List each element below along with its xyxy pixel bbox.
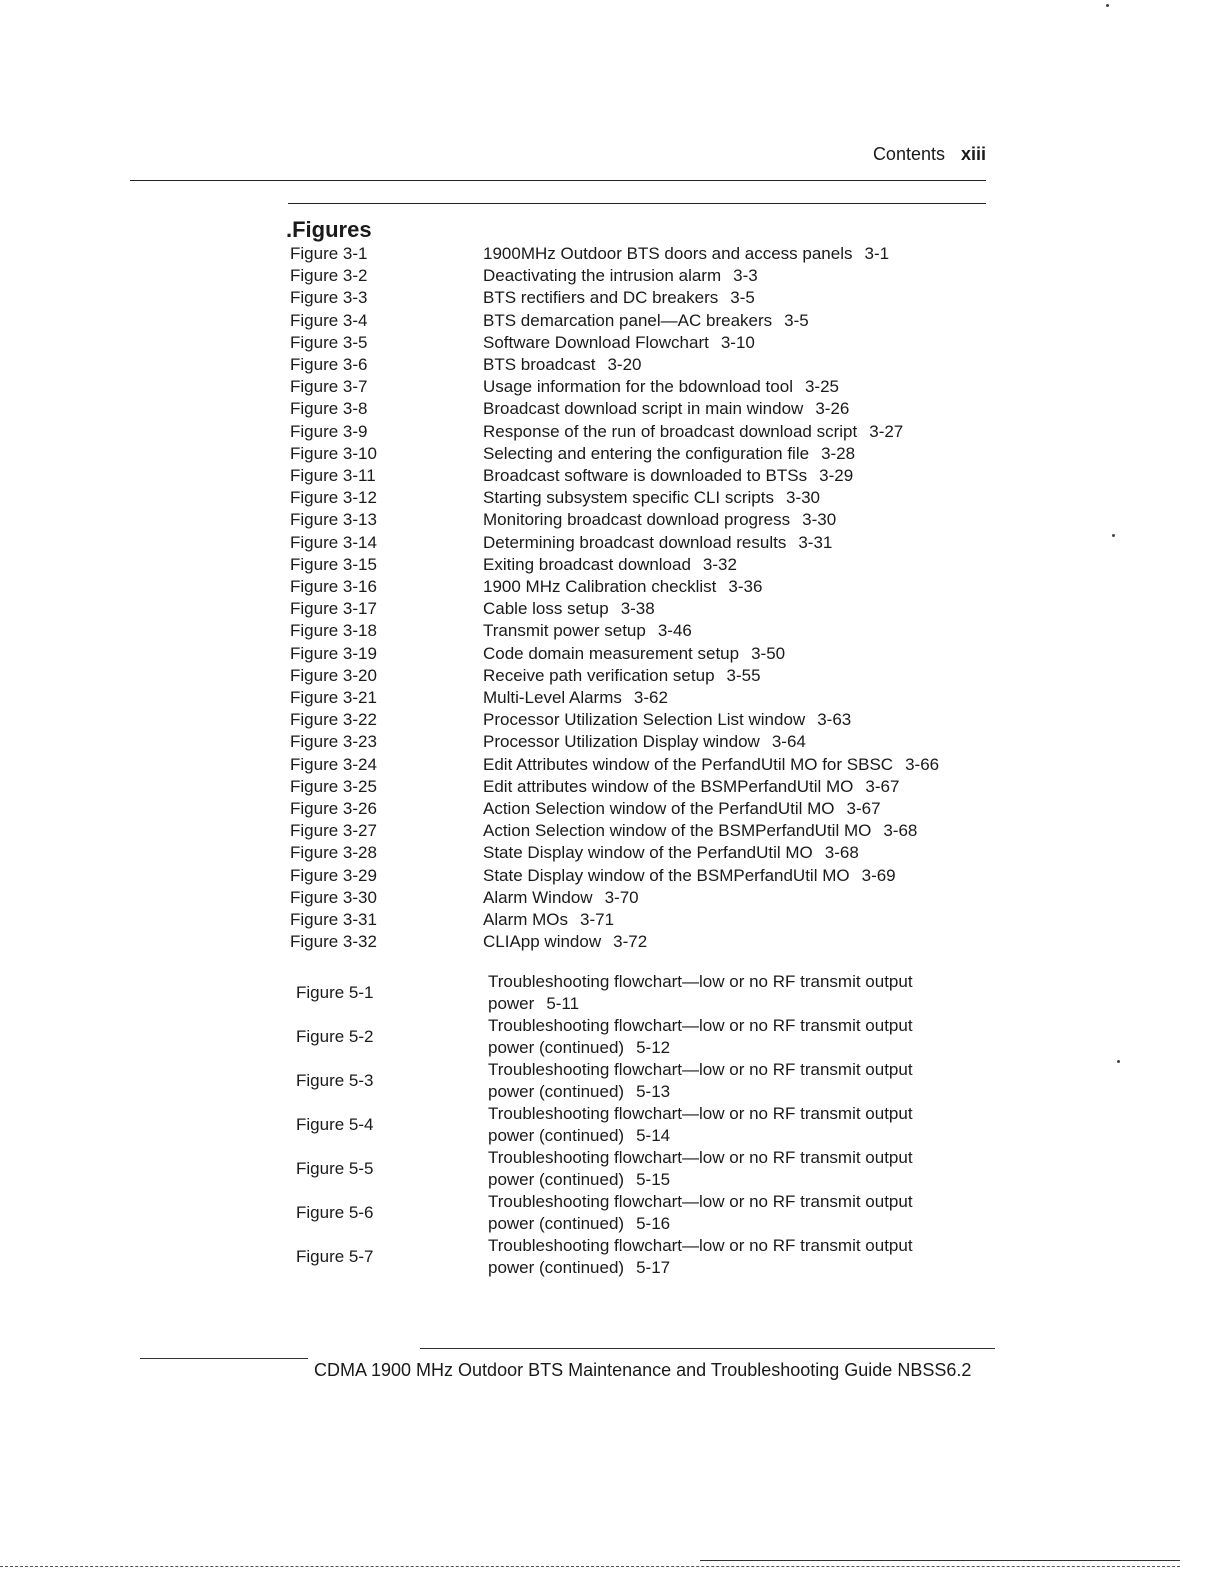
figure-caption-line2-wrap bbox=[488, 1213, 976, 1235]
figure-caption: Edit Attributes window of the PerfandUtil MO for SBSC bbox=[483, 754, 894, 774]
figure-caption-line2: power (continued) bbox=[488, 1170, 625, 1189]
figure-caption-cell bbox=[483, 820, 1000, 842]
figure-page: 3-28 bbox=[821, 443, 856, 463]
figure-caption-line1: Troubleshooting flowchart—low or no RF transmit output bbox=[488, 1104, 913, 1123]
figure-caption-cell bbox=[483, 354, 1000, 376]
figure-caption-cell bbox=[488, 1147, 976, 1191]
figure-page: 3-69 bbox=[861, 865, 896, 885]
figure-number: Figure 3-13 bbox=[290, 510, 377, 530]
figure-entry bbox=[290, 354, 1000, 376]
figure-caption-cell bbox=[483, 709, 1000, 731]
figure-number: Figure 3-27 bbox=[290, 821, 377, 841]
figure-page: 3-55 bbox=[726, 665, 761, 685]
figure-page: 3-26 bbox=[815, 399, 850, 419]
figure-entry bbox=[290, 643, 1000, 665]
figure-entry bbox=[290, 731, 1000, 753]
figure-caption-line2-wrap bbox=[488, 993, 976, 1015]
figure-number: Figure 3-15 bbox=[290, 554, 377, 574]
figure-number: Figure 3-24 bbox=[290, 754, 377, 774]
figure-entry bbox=[290, 554, 1000, 576]
figure-entry bbox=[290, 842, 1000, 864]
figure-page: 3-20 bbox=[607, 355, 642, 375]
figure-caption-line2: power (continued) bbox=[488, 1258, 625, 1277]
running-head bbox=[700, 144, 986, 165]
figure-entry bbox=[296, 971, 976, 1015]
figure-caption: Starting subsystem specific CLI scripts bbox=[483, 488, 774, 508]
figure-caption-cell bbox=[483, 887, 1000, 909]
figure-entry bbox=[296, 1103, 976, 1147]
scan-speck bbox=[1117, 1060, 1120, 1063]
figure-page: 3-10 bbox=[720, 332, 755, 352]
figure-page: 5-15 bbox=[636, 1170, 671, 1189]
figure-entry bbox=[296, 1147, 976, 1191]
figure-caption-cell bbox=[483, 776, 1000, 798]
figure-caption-cell bbox=[483, 842, 1000, 864]
figure-caption-line1: Troubleshooting flowchart—low or no RF transmit output bbox=[488, 1192, 913, 1211]
figure-page: 3-30 bbox=[802, 510, 837, 530]
figure-caption: Multi-Level Alarms bbox=[483, 688, 622, 708]
figure-entry bbox=[290, 243, 1000, 265]
figure-entry bbox=[290, 865, 1000, 887]
figure-caption: Broadcast download script in main window bbox=[483, 399, 804, 419]
figure-number: Figure 3-5 bbox=[290, 332, 368, 352]
figure-caption-cell bbox=[483, 909, 1000, 931]
figure-caption-cell bbox=[483, 443, 1000, 465]
figure-caption-line2-wrap bbox=[488, 1257, 976, 1279]
figure-caption: Alarm Window bbox=[483, 887, 593, 907]
figure-number: Figure 5-5 bbox=[296, 1159, 374, 1178]
figure-caption: Usage information for the bdownload tool bbox=[483, 377, 793, 397]
figure-page: 3-31 bbox=[798, 532, 833, 552]
figure-caption: BTS rectifiers and DC breakers bbox=[483, 288, 719, 308]
figure-caption: Alarm MOs bbox=[483, 910, 568, 930]
figure-page: 3-38 bbox=[620, 599, 655, 619]
figure-caption-line2-wrap bbox=[488, 1125, 976, 1147]
figure-number: Figure 3-29 bbox=[290, 865, 377, 885]
figure-caption: Cable loss setup bbox=[483, 599, 609, 619]
figure-caption: BTS demarcation panel—AC breakers bbox=[483, 310, 773, 330]
figure-number: Figure 3-3 bbox=[290, 288, 368, 308]
figure-number: Figure 3-2 bbox=[290, 266, 368, 286]
figure-caption-cell bbox=[483, 931, 1000, 953]
figure-page: 3-5 bbox=[784, 310, 809, 330]
figure-caption: Exiting broadcast download bbox=[483, 554, 691, 574]
figure-caption: Software Download Flowchart bbox=[483, 332, 709, 352]
figure-page: 3-63 bbox=[817, 710, 852, 730]
figure-caption-cell bbox=[488, 1059, 976, 1103]
figure-caption-cell bbox=[483, 576, 1000, 598]
figure-number: Figure 3-28 bbox=[290, 843, 377, 863]
figure-caption-cell bbox=[483, 754, 1000, 776]
footer-title: CDMA 1900 MHz Outdoor BTS Maintenance and Troubleshooting Guide NBSS6.2 bbox=[314, 1360, 972, 1380]
figure-number: Figure 3-25 bbox=[290, 776, 377, 796]
figure-entry bbox=[290, 310, 1000, 332]
figure-entry bbox=[290, 332, 1000, 354]
figure-page: 3-62 bbox=[633, 688, 668, 708]
figure-number: Figure 5-4 bbox=[296, 1115, 374, 1134]
figure-caption: Edit attributes window of the BSMPerfandUtil MO bbox=[483, 776, 854, 796]
figure-page: 3-70 bbox=[604, 887, 639, 907]
figure-entry bbox=[296, 1191, 976, 1235]
figure-number: Figure 3-7 bbox=[290, 377, 368, 397]
figure-entry bbox=[296, 1015, 976, 1059]
figure-entry bbox=[290, 576, 1000, 598]
scan-edge-line-solid bbox=[700, 1560, 1180, 1561]
figure-caption-line2: power (continued) bbox=[488, 1038, 625, 1057]
figure-page: 5-16 bbox=[636, 1214, 671, 1233]
figure-page: 5-12 bbox=[636, 1038, 671, 1057]
figure-caption-cell bbox=[488, 971, 976, 1015]
figure-page: 3-30 bbox=[785, 488, 821, 508]
figure-caption-cell bbox=[483, 332, 1000, 354]
figure-page: 5-17 bbox=[636, 1258, 671, 1277]
figure-entry bbox=[290, 820, 1000, 842]
figure-page: 3-67 bbox=[865, 776, 900, 796]
header-rule bbox=[130, 180, 986, 181]
figure-caption-line1: Troubleshooting flowchart—low or no RF transmit output bbox=[488, 1016, 913, 1035]
figure-caption: Broadcast software is downloaded to BTSs bbox=[483, 466, 808, 486]
figure-caption: Determining broadcast download results bbox=[483, 532, 787, 552]
figure-number: Figure 5-2 bbox=[296, 1027, 374, 1046]
figure-caption-cell bbox=[483, 487, 1000, 509]
figure-caption-cell bbox=[483, 243, 1000, 265]
figure-entry bbox=[290, 887, 1000, 909]
figure-caption: Deactivating the intrusion alarm bbox=[483, 266, 722, 286]
figure-caption-cell bbox=[483, 798, 1000, 820]
section-title: .Figures bbox=[286, 217, 372, 242]
figure-entry bbox=[290, 376, 1000, 398]
figure-page: 3-68 bbox=[824, 843, 859, 863]
figure-caption: Action Selection window of the BSMPerfandUtil MO bbox=[483, 821, 872, 841]
figure-number: Figure 3-23 bbox=[290, 732, 377, 752]
figure-caption: CLIApp window bbox=[483, 932, 602, 952]
figure-caption-line2: power (continued) bbox=[488, 1126, 625, 1145]
figure-page: 3-32 bbox=[702, 554, 737, 574]
figure-number: Figure 5-6 bbox=[296, 1203, 374, 1222]
figure-page: 3-29 bbox=[819, 466, 854, 486]
figure-page: 3-5 bbox=[730, 288, 755, 308]
figure-caption: Response of the run of broadcast download script bbox=[483, 421, 858, 441]
figure-caption-cell bbox=[488, 1191, 976, 1235]
figure-caption-cell bbox=[483, 376, 1000, 398]
figure-number: Figure 3-6 bbox=[290, 355, 368, 375]
figure-caption: State Display window of the PerfandUtil MO bbox=[483, 843, 813, 863]
figure-caption-cell bbox=[483, 509, 1000, 531]
scan-speck bbox=[1112, 534, 1115, 537]
figure-caption-line1: Troubleshooting flowchart—low or no RF transmit output bbox=[488, 1060, 913, 1079]
figure-entry bbox=[290, 465, 1000, 487]
figure-entry bbox=[296, 1059, 976, 1103]
figure-caption-cell bbox=[483, 598, 1000, 620]
figure-list-chapter-3 bbox=[290, 243, 1000, 954]
figure-page: 3-1 bbox=[864, 244, 890, 263]
figure-number: Figure 3-31 bbox=[290, 910, 377, 930]
figure-caption-cell bbox=[483, 287, 1000, 309]
figure-entry bbox=[290, 509, 1000, 531]
scan-speck bbox=[1106, 4, 1109, 7]
figure-entry bbox=[290, 532, 1000, 554]
figure-caption: 1900MHz Outdoor BTS doors and access panels bbox=[483, 244, 853, 263]
figure-caption: State Display window of the BSMPerfandUtil MO bbox=[483, 865, 850, 885]
figure-number: Figure 3-9 bbox=[290, 421, 368, 441]
figure-caption: Processor Utilization Selection List window bbox=[483, 710, 806, 730]
figure-entry bbox=[290, 398, 1000, 420]
figure-entry bbox=[290, 798, 1000, 820]
figure-caption-cell bbox=[483, 643, 1000, 665]
figure-number: Figure 3-22 bbox=[290, 710, 377, 730]
figure-caption-cell bbox=[483, 554, 1000, 576]
section-rule bbox=[288, 203, 986, 204]
figure-entry bbox=[290, 665, 1000, 687]
figure-number: Figure 3-30 bbox=[290, 887, 377, 907]
figure-page: 3-46 bbox=[657, 621, 692, 641]
figure-caption-cell bbox=[488, 1103, 976, 1147]
figure-caption: Receive path verification setup bbox=[483, 665, 715, 685]
figure-caption-cell bbox=[483, 465, 1000, 487]
figure-number: Figure 3-10 bbox=[290, 443, 377, 463]
figure-caption: Code domain measurement setup bbox=[483, 643, 740, 663]
figure-caption-cell bbox=[488, 1015, 976, 1059]
figure-caption-line2: power (continued) bbox=[488, 1214, 625, 1233]
figure-page: 3-71 bbox=[580, 910, 615, 930]
footer-rule-left bbox=[140, 1358, 308, 1359]
figure-number: Figure 5-1 bbox=[296, 983, 374, 1002]
figure-number: Figure 3-32 bbox=[290, 932, 377, 952]
figure-number: Figure 3-8 bbox=[290, 399, 368, 419]
figure-page: 3-25 bbox=[804, 377, 839, 397]
figure-list-chapter-5 bbox=[296, 971, 976, 1279]
figure-caption: Selecting and entering the configuration file bbox=[483, 443, 810, 463]
figure-entry bbox=[290, 287, 1000, 309]
figure-caption-cell bbox=[483, 620, 1000, 642]
figure-number: Figure 3-14 bbox=[290, 532, 377, 552]
figure-entry bbox=[290, 443, 1000, 465]
figure-caption-line1: Troubleshooting flowchart—low or no RF transmit output bbox=[488, 1148, 913, 1167]
figure-page: 3-50 bbox=[751, 643, 786, 663]
figure-number: Figure 3-4 bbox=[290, 310, 368, 330]
figure-entry bbox=[290, 709, 1000, 731]
running-head-section: Contents bbox=[872, 144, 945, 164]
figure-caption-cell bbox=[483, 310, 1000, 332]
figure-page: 3-36 bbox=[728, 577, 763, 597]
figure-page: 3-72 bbox=[613, 932, 648, 952]
figure-caption: Action Selection window of the PerfandUtil MO bbox=[483, 799, 835, 819]
figure-number: Figure 3-21 bbox=[290, 688, 377, 708]
figure-page: 3-67 bbox=[846, 799, 881, 819]
figure-caption: Transmit power setup bbox=[483, 621, 646, 641]
figure-entry bbox=[290, 776, 1000, 798]
figure-caption-cell bbox=[483, 665, 1000, 687]
figure-page: 3-64 bbox=[771, 732, 806, 752]
figure-caption-cell bbox=[483, 398, 1000, 420]
figure-caption: Monitoring broadcast download progress bbox=[483, 510, 791, 530]
figure-entry bbox=[290, 421, 1000, 443]
figure-caption-cell bbox=[488, 1235, 976, 1279]
figure-entry bbox=[290, 487, 1000, 509]
figure-page: 5-13 bbox=[636, 1082, 671, 1101]
figure-number: Figure 5-7 bbox=[296, 1247, 374, 1266]
figure-entry bbox=[290, 909, 1000, 931]
figure-entry bbox=[290, 598, 1000, 620]
figure-page: 3-66 bbox=[905, 754, 940, 774]
figure-page: 3-68 bbox=[883, 821, 918, 841]
figure-caption-line2-wrap bbox=[488, 1081, 976, 1103]
scan-edge-line bbox=[0, 1566, 1180, 1567]
figure-caption-line2: power bbox=[488, 994, 535, 1013]
figure-entry bbox=[296, 1235, 976, 1279]
figure-caption-line2-wrap bbox=[488, 1169, 976, 1191]
figure-number: Figure 3-26 bbox=[290, 799, 377, 819]
footer-rule-right bbox=[420, 1348, 995, 1349]
figure-caption-line2: power (continued) bbox=[488, 1082, 625, 1101]
figure-caption-cell bbox=[483, 421, 1000, 443]
running-head-page-number: xiii bbox=[960, 144, 986, 164]
figure-caption: BTS broadcast bbox=[483, 355, 596, 375]
figure-page: 5-11 bbox=[546, 994, 580, 1013]
figure-number: Figure 3-19 bbox=[290, 643, 377, 663]
figure-entry bbox=[290, 687, 1000, 709]
figure-number: Figure 3-18 bbox=[290, 621, 377, 641]
figure-caption-line2-wrap bbox=[488, 1037, 976, 1059]
figure-entry bbox=[290, 931, 1000, 953]
figure-caption-cell bbox=[483, 532, 1000, 554]
figure-entry bbox=[290, 754, 1000, 776]
figure-caption-cell bbox=[483, 265, 1000, 287]
figure-number: Figure 3-20 bbox=[290, 665, 377, 685]
figure-caption-cell bbox=[483, 731, 1000, 753]
figure-entry bbox=[290, 265, 1000, 287]
figure-page: 3-27 bbox=[869, 421, 904, 441]
figure-number: Figure 3-1 bbox=[290, 244, 368, 263]
figure-caption-line1: Troubleshooting flowchart—low or no RF transmit output bbox=[488, 1236, 913, 1255]
figure-caption: Processor Utilization Display window bbox=[483, 732, 760, 752]
figure-page: 5-14 bbox=[636, 1126, 671, 1145]
figure-entry bbox=[290, 620, 1000, 642]
figure-page: 3-3 bbox=[733, 266, 758, 286]
figure-caption-cell bbox=[483, 865, 1000, 887]
figure-caption: 1900 MHz Calibration checklist bbox=[483, 577, 717, 597]
figure-number: Figure 3-17 bbox=[290, 599, 377, 619]
figure-number: Figure 3-12 bbox=[290, 488, 377, 508]
figure-number: Figure 3-16 bbox=[290, 577, 377, 597]
figure-caption-line1: Troubleshooting flowchart—low or no RF transmit output bbox=[488, 972, 913, 991]
figure-number: Figure 5-3 bbox=[296, 1071, 374, 1090]
figure-caption-cell bbox=[483, 687, 1000, 709]
figure-number: Figure 3-11 bbox=[290, 466, 376, 486]
